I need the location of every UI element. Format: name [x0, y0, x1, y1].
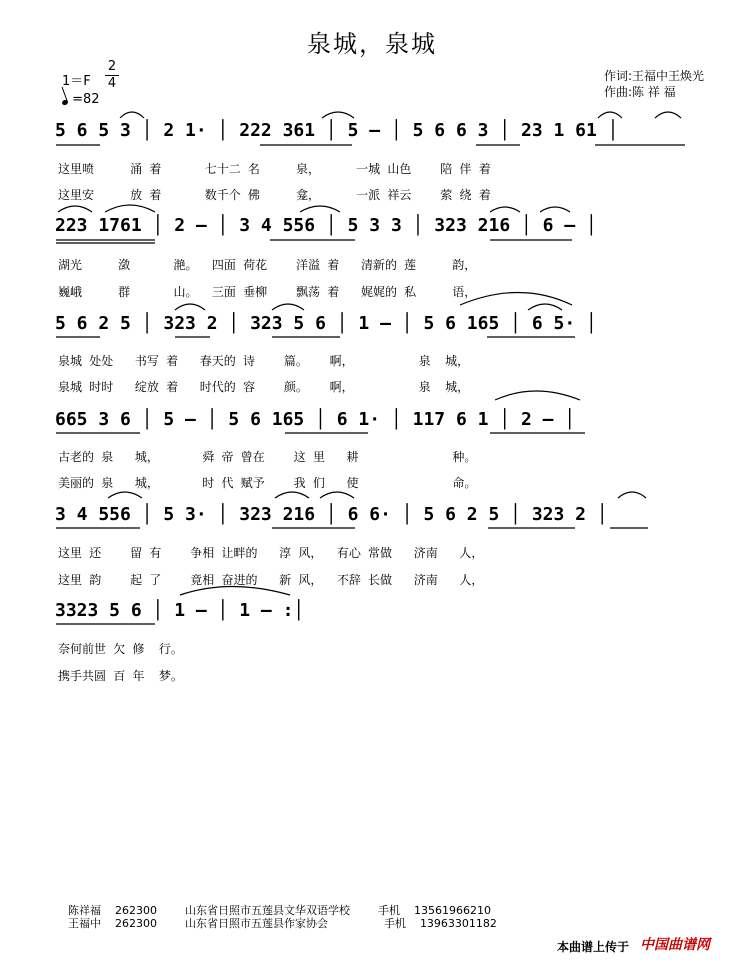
lyric-row-1-verse-2: 这里安 放 着 数千个 佛 龛， 一派 祥云 萦 绕 着 — [58, 188, 491, 202]
key-signature: 1＝F — [62, 74, 91, 89]
contact-zip: 262300 — [115, 917, 157, 930]
staff-row-6: 3323 5 6 │ 1 – │ 1 – :│ — [55, 600, 305, 621]
slur-mark — [490, 207, 520, 212]
slur-mark — [320, 492, 354, 498]
contact-org: 山东省日照市五莲县文华双语学校 — [184, 904, 350, 917]
slur-mark — [300, 206, 340, 212]
slur-mark — [540, 207, 570, 212]
contact-phone: 13963301182 — [419, 917, 497, 930]
slur-mark — [175, 304, 205, 310]
staff-row-4: 665 3 6 │ 5 – │ 5 6 165 │ 6 1· │ 117 6 1 │ 2 – │ — [55, 409, 576, 430]
slur-mark — [495, 391, 580, 400]
slur-mark — [598, 112, 622, 118]
lyric-row-5-verse-2: 这里 韵 起 了 竟相 奋进的 新 风， 不辞 长做 济南 人， — [58, 573, 484, 587]
slur-mark — [180, 587, 290, 596]
staff-row-1: 5 6 5 3 │ 2 1· │ 222 361 │ 5 – │ 5 6 6 3 │ 23 1 61 │ — [55, 120, 619, 141]
contact-org: 山东省日照市五莲县作家协会 — [184, 917, 328, 930]
meter-bottom: 4 — [107, 76, 117, 91]
lyric-row-2-verse-2: 巍峨 群 山。 三面 垂柳 飘荡 着 娓娓的 私 语， — [58, 285, 477, 299]
slur-mark — [460, 293, 572, 306]
lyricist-credit: 作词:王福中王焕光 — [604, 69, 705, 83]
staff-row-3: 5 6 2 5 │ 323 2 │ 323 5 6 │ 1 – │ 5 6 165 │ 6 5· │ — [55, 313, 597, 334]
slur-mark — [108, 492, 142, 498]
lyric-row-3-verse-2: 泉城 时时 绽放 着 时代的 容 颜。 啊， 泉 城， — [58, 380, 470, 394]
slur-mark — [618, 492, 646, 498]
staff-row-5: 3 4 556 │ 5 3· │ 323 216 │ 6 6· │ 5 6 2 5 │ 323 2 │ — [55, 504, 608, 525]
slur-mark — [272, 304, 304, 310]
lyric-row-6-verse-1: 奈何前世 欠 修 行。 — [58, 642, 183, 656]
song-title: 泉城，泉城 — [307, 30, 437, 58]
lyric-row-6-verse-2: 携手共圆 百 年 梦。 — [58, 669, 183, 683]
contact-name: 陈祥福 — [68, 904, 101, 917]
composer-credit: 作曲:陈 祥 福 — [604, 85, 676, 99]
meter-top: 2 — [107, 59, 117, 74]
lyric-row-4-verse-2: 美丽的 泉 城， 时 代 赋予 我 们 使 命。 — [58, 476, 477, 490]
slur-mark — [528, 304, 562, 310]
upload-note: 本曲谱上传于 — [557, 940, 630, 954]
contact-phone-label: 手机 — [383, 917, 406, 930]
lyric-row-3-verse-1: 泉城 处处 书写 着 春天的 诗 篇。 啊， 泉 城， — [58, 354, 470, 368]
slur-mark — [322, 112, 354, 118]
slur-mark — [58, 206, 92, 212]
lyric-row-5-verse-1: 这里 还 留 有 争相 让畔的 淳 风， 有心 常做 济南 人， — [58, 546, 484, 560]
lyric-row-4-verse-1: 古老的 泉 城， 舜 帝 曾在 这 里 耕 种。 — [58, 450, 477, 464]
contact-name: 王福中 — [68, 917, 101, 930]
slur-mark — [105, 205, 155, 212]
site-logo[interactable]: 中国曲谱网 — [640, 937, 710, 953]
slur-mark — [655, 112, 681, 118]
lyric-row-1-verse-1: 这里喷 涌 着 七十二 名 泉， 一城 山色 陪 伴 着 — [58, 162, 491, 176]
footer-contact-2 — [68, 915, 497, 931]
staff-row-2: 223 1761 │ 2 – │ 3 4 556 │ 5 3 3 │ 323 216 │ 6 – │ — [55, 215, 597, 236]
tempo-value: =82 — [72, 92, 100, 107]
slur-mark — [275, 492, 309, 498]
contact-phone: 13561966210 — [413, 904, 491, 917]
contact-phone-label: 手机 — [377, 904, 400, 917]
lyric-row-2-verse-1: 湖光 潋 滟。 四面 荷花 洋溢 着 清新的 莲 韵， — [58, 258, 477, 272]
contact-zip: 262300 — [115, 904, 157, 917]
slur-mark — [120, 112, 144, 118]
